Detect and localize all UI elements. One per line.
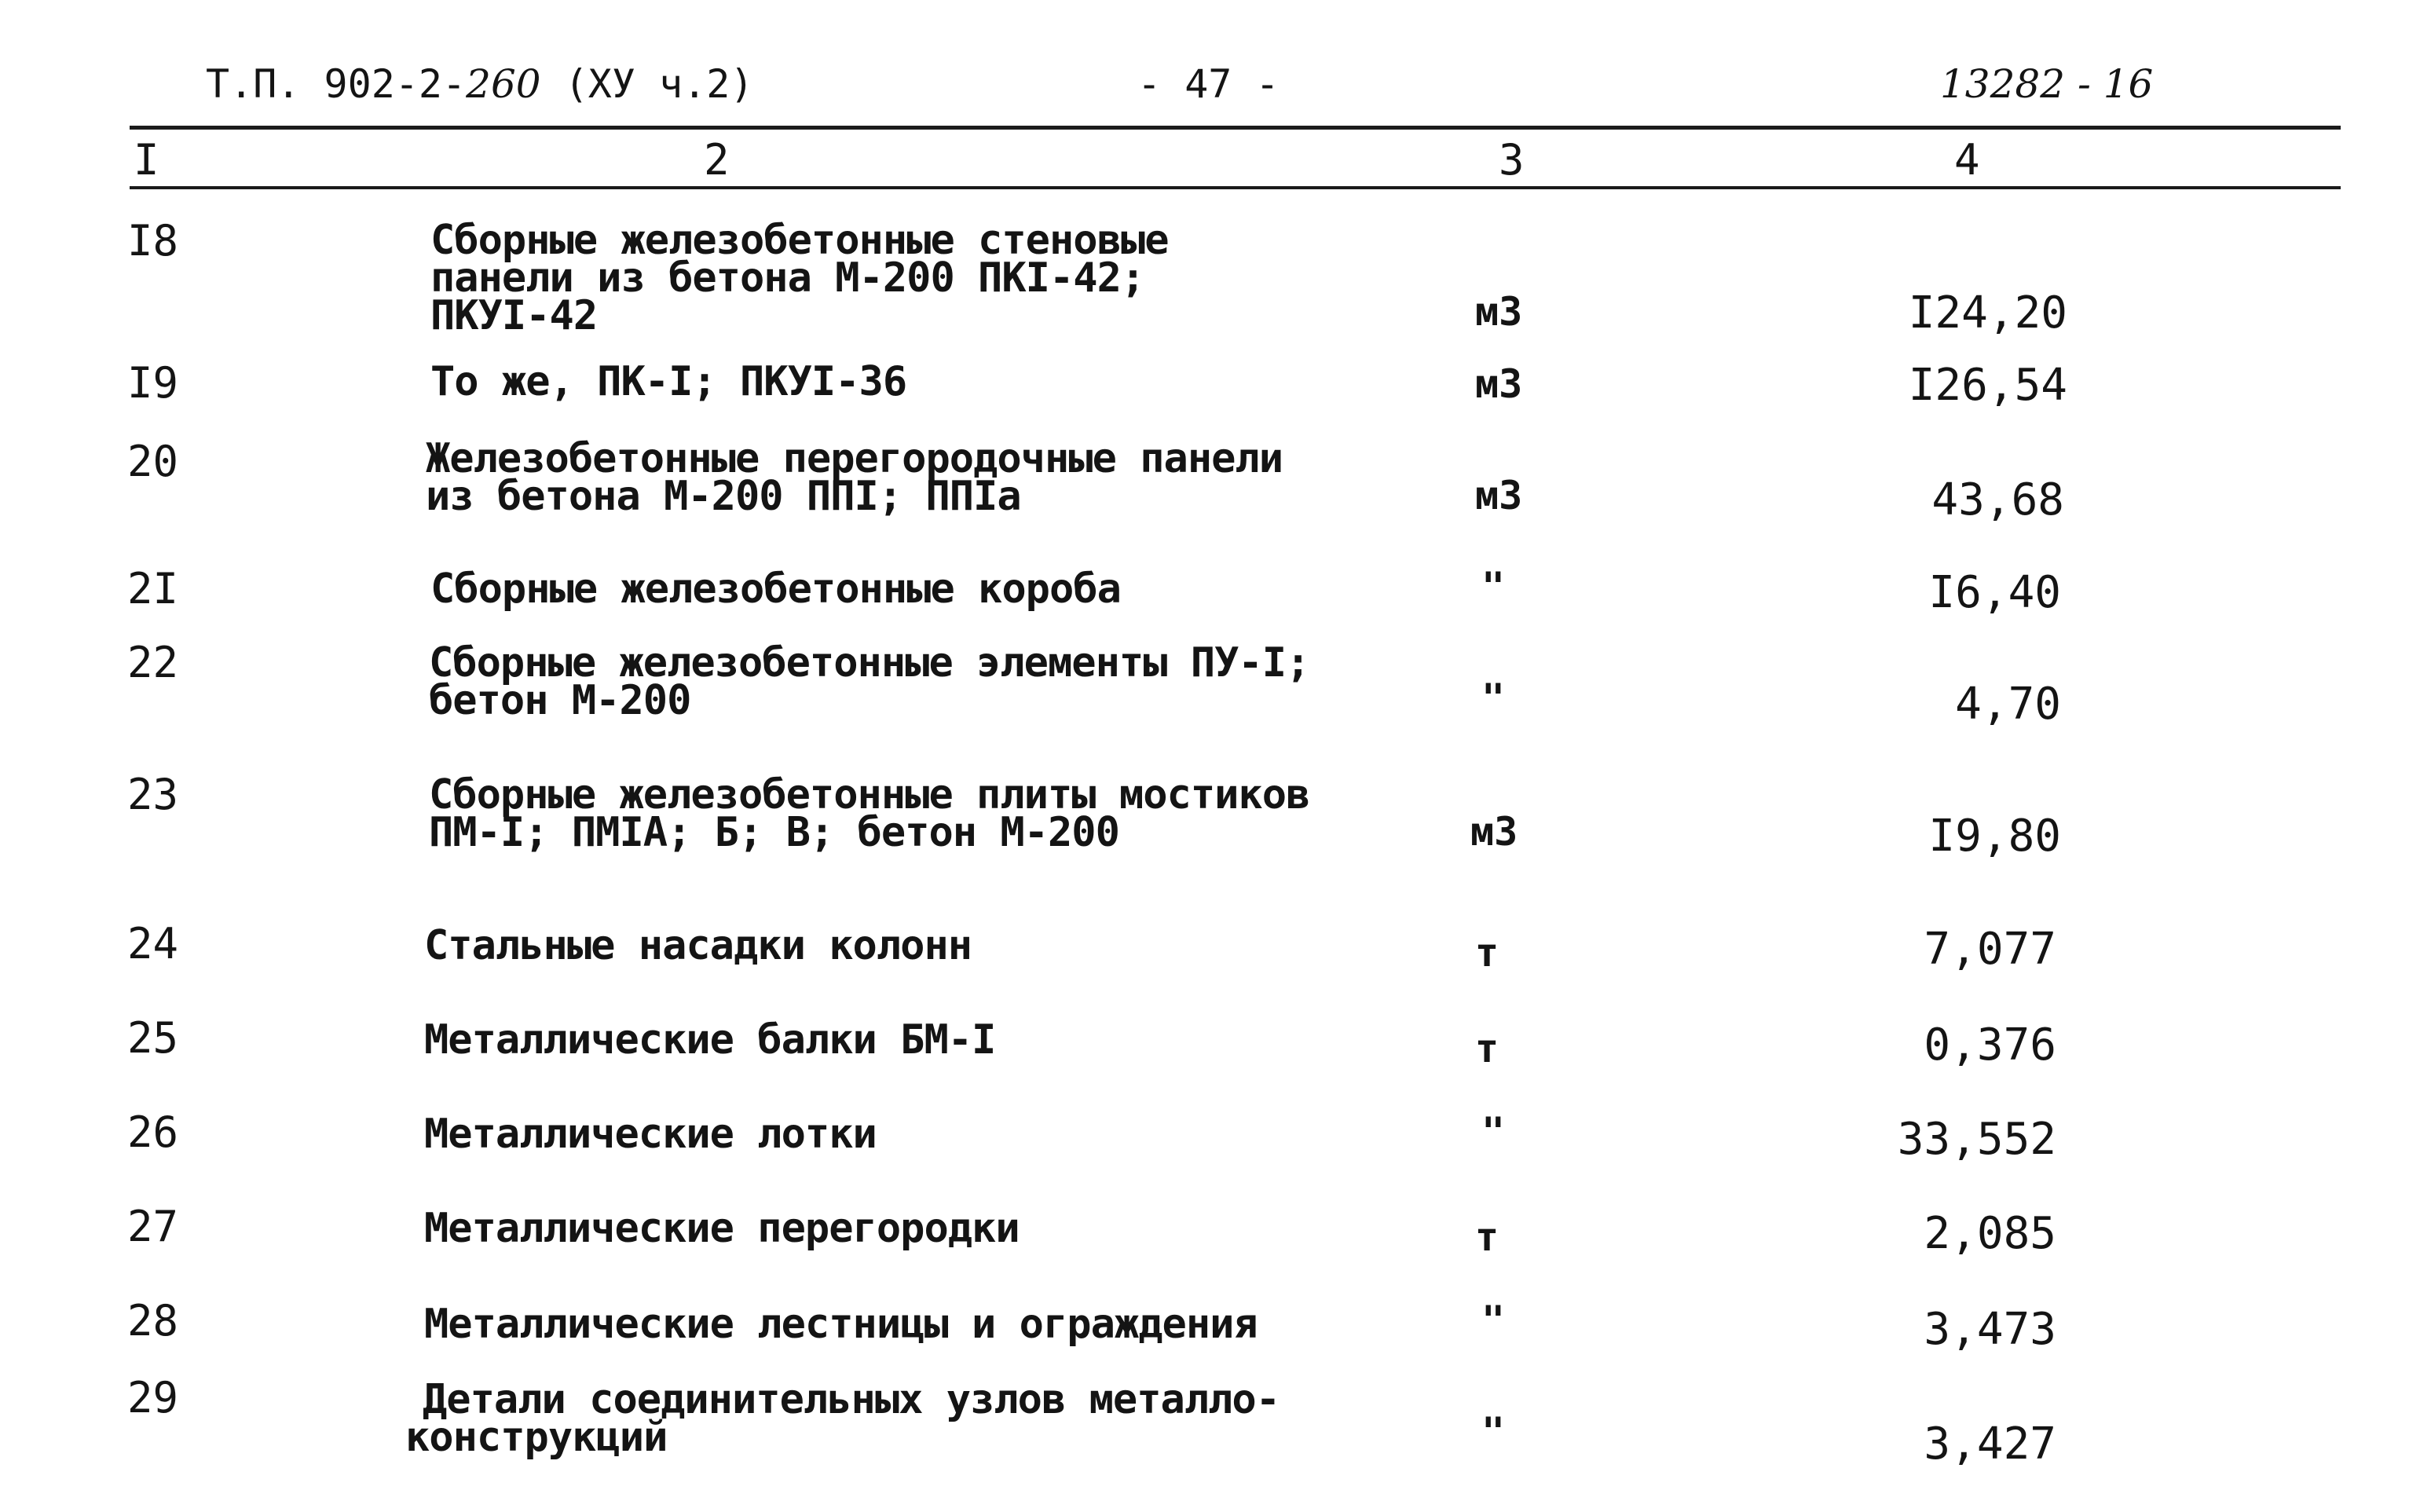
row-description	[424, 1111, 877, 1158]
row-description-line: Металлические лотки	[424, 1111, 877, 1158]
row-description-line: конструкций	[405, 1414, 668, 1461]
row-description-line: То же, ПК-I; ПКУI-36	[430, 358, 907, 405]
column-header-4: 4	[1954, 135, 1980, 185]
row-quantity: 3,473	[1924, 1304, 2056, 1355]
row-description-line: Сборные железобетонные элементы ПУ-I;	[429, 639, 1310, 686]
row-quantity: I24,20	[1908, 287, 2067, 339]
row-unit: "	[1481, 564, 1506, 610]
row-description	[429, 639, 1310, 724]
document-code-number: 260	[466, 61, 541, 107]
row-description-line: Металлические балки БМ-I	[424, 1016, 996, 1064]
row-number: I8	[127, 216, 179, 265]
column-header-2: 2	[704, 135, 730, 185]
header-bottom-rule	[130, 186, 2341, 189]
row-description-line: Сборные железобетонные короба	[430, 566, 1121, 613]
row-description-line: Стальные насадки колонн	[424, 922, 972, 969]
row-description-line: панели из бетона М-200 ПКI-42;	[430, 254, 1145, 302]
row-unit: "	[1481, 1409, 1506, 1455]
row-quantity: 33,552	[1897, 1114, 2056, 1165]
row-unit: м3	[1475, 289, 1523, 335]
row-number: 25	[127, 1013, 179, 1063]
row-number: 23	[127, 770, 179, 819]
row-description	[430, 566, 1121, 613]
row-unit: м3	[1470, 809, 1518, 855]
row-description	[430, 217, 1169, 339]
row-quantity: 3,427	[1924, 1419, 2056, 1470]
archive-number: 13282 - 16	[1940, 61, 2154, 107]
row-description-line: Металлические перегородки	[424, 1205, 1020, 1252]
row-unit: м3	[1475, 361, 1523, 407]
row-number: 2I	[127, 564, 179, 613]
row-description-line: Железобетонные перегородочные панели	[426, 435, 1283, 482]
document-code	[206, 61, 754, 107]
row-quantity: 4,70	[1955, 679, 2061, 730]
row-unit: т	[1475, 930, 1499, 976]
row-number: 29	[127, 1373, 179, 1422]
row-description	[405, 1376, 1280, 1461]
row-description-line: Детали соединительных узлов металло-	[423, 1376, 1280, 1423]
row-unit: "	[1481, 1298, 1506, 1343]
row-description	[424, 1016, 996, 1064]
row-description-line: Сборные железобетонные плиты мостиков	[429, 771, 1310, 818]
row-quantity: I9,80	[1928, 811, 2061, 862]
row-number: 22	[127, 638, 179, 687]
column-header-3: 3	[1499, 135, 1525, 185]
row-description-line: из бетона М-200 ППI; ППIa	[426, 473, 1021, 520]
column-header-1: I	[134, 135, 159, 185]
row-unit: м3	[1475, 473, 1523, 518]
row-description-line: Сборные железобетонные стеновые	[430, 217, 1169, 264]
document-code-prefix: Т.П. 902-2-	[206, 61, 467, 107]
row-quantity: 2,085	[1924, 1208, 2056, 1259]
row-unit: "	[1481, 675, 1506, 721]
row-description	[424, 1205, 1020, 1252]
row-description-line: Металлические лестницы и ограждения	[424, 1301, 1258, 1348]
row-unit: "	[1481, 1109, 1506, 1155]
row-number: 27	[127, 1202, 179, 1251]
row-description	[430, 358, 907, 405]
row-description-line: ПКУI-42	[430, 292, 598, 339]
row-description-line: бетон М-200	[429, 677, 691, 724]
row-quantity: 0,376	[1924, 1020, 2056, 1071]
row-quantity: 43,68	[1931, 474, 2064, 525]
row-description	[424, 1301, 1258, 1348]
row-number: 28	[127, 1296, 179, 1345]
row-description	[424, 922, 972, 969]
row-quantity: 7,077	[1924, 924, 2056, 975]
row-quantity: I26,54	[1908, 360, 2067, 411]
row-number: 20	[127, 437, 179, 486]
row-description	[426, 435, 1283, 520]
row-description-line: ПМ-I; ПМIА; Б; В; бетон М-200	[429, 809, 1119, 856]
document-code-suffix: (ХУ ч.2)	[564, 61, 754, 107]
page-number: - 47 -	[1137, 61, 1280, 107]
row-quantity: I6,40	[1928, 567, 2061, 618]
row-number: I9	[127, 358, 179, 408]
row-number: 26	[127, 1107, 179, 1157]
header-top-rule	[130, 126, 2341, 130]
row-unit: т	[1475, 1026, 1499, 1071]
row-unit: т	[1475, 1214, 1499, 1260]
row-number: 24	[127, 919, 179, 968]
row-description	[429, 771, 1310, 856]
